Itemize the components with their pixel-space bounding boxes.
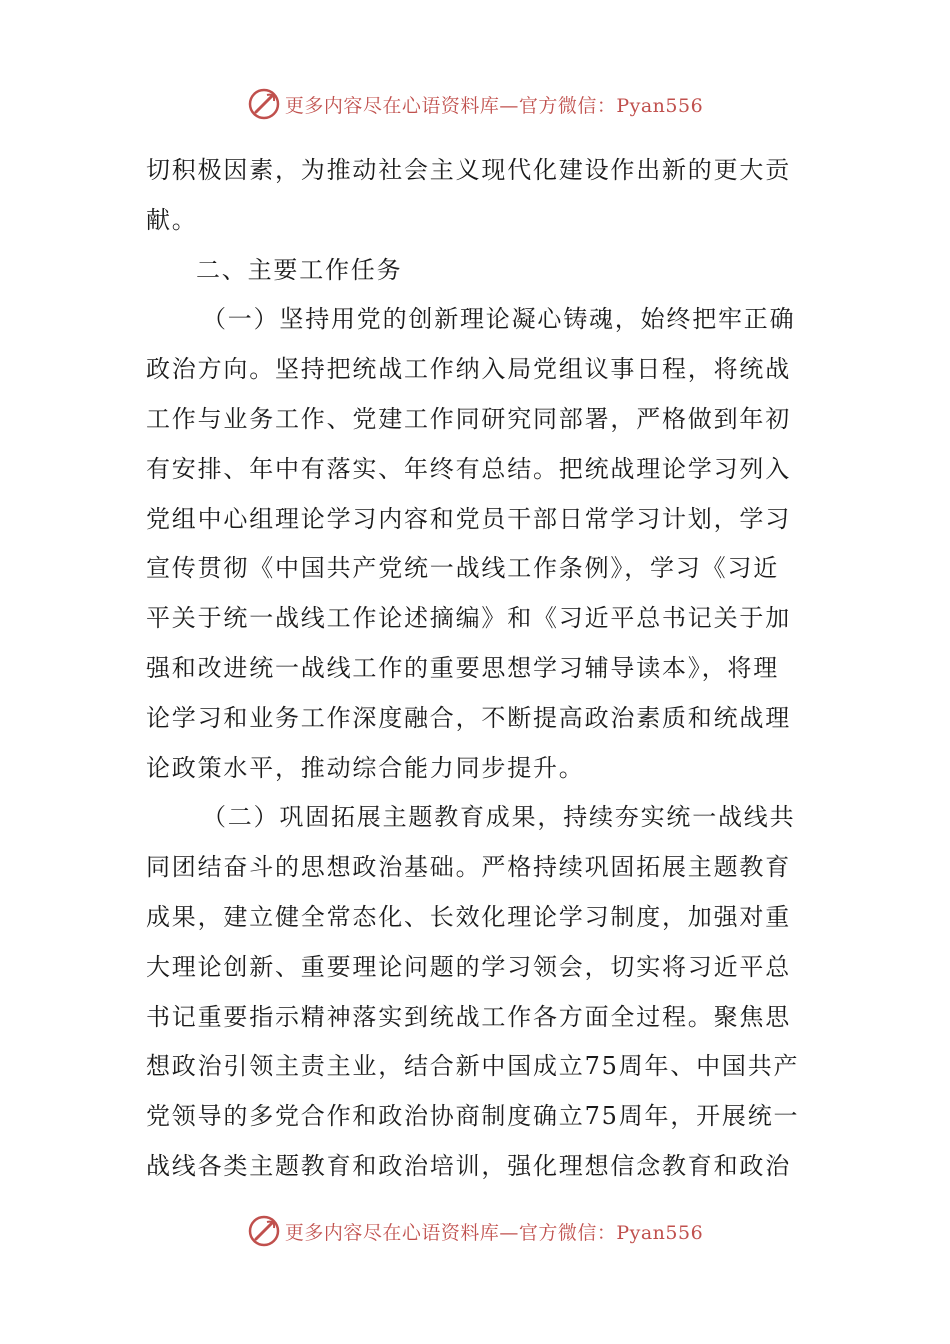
paragraph-line: 政治方向。坚持把统战工作纳入局党组议事日程，将统战 xyxy=(146,355,791,384)
paragraph-line: 工作与业务工作、党建工作同研究同部署，严格做到年初 xyxy=(146,404,791,433)
paragraph-line: 成果，建立健全常态化、长效化理论学习制度，加强对重 xyxy=(146,902,791,931)
paragraph-line: 党组中心组理论学习内容和党员干部日常学习计划，学习 xyxy=(146,504,791,533)
paragraph-line: 平关于统一战线工作论述摘编》和《习近平总书记关于加 xyxy=(146,604,791,633)
watermark-text: 更多内容尽在心语资料库—官方微信：Pyan556 xyxy=(284,1221,704,1244)
watermark-text: 更多内容尽在心语资料库—官方微信：Pyan556 xyxy=(284,94,704,117)
paragraph-line: 论学习和业务工作深度融合，不断提高政治素质和统战理 xyxy=(146,703,791,732)
paragraph-line: 论政策水平，推动综合能力同步提升。 xyxy=(146,753,585,782)
paragraph-line: 有安排、年中有落实、年终有总结。把统战理论学习列入 xyxy=(146,454,791,483)
document-body xyxy=(146,146,806,1192)
subsection-line: （一）坚持用党的创新理论凝心铸魂，始终把牢正确 xyxy=(202,305,796,334)
paragraph-line: 宣传贯彻《中国共产党统一战线工作条例》，学习《习近 xyxy=(146,554,779,583)
subsection-line: （二）巩固拓展主题教育成果，持续夯实统一战线共 xyxy=(202,803,796,832)
paragraph-line: 献。 xyxy=(146,205,198,234)
paragraph-line: 大理论创新、重要理论问题的学习领会，切实将习近平总 xyxy=(146,952,791,981)
section-heading: 二、主要工作任务 xyxy=(196,255,403,284)
paragraph-line: 强和改进统一战线工作的重要思想学习辅导读本》，将理 xyxy=(146,653,779,682)
paragraph-line: 切积极因素，为推动社会主义现代化建设作出新的更大贡 xyxy=(146,156,791,184)
pen-logo-icon xyxy=(247,87,281,121)
paragraph-line: 党领导的多党合作和政治协商制度确立75周年，开展统一 xyxy=(146,1102,800,1131)
paragraph-line: 书记重要指示精神落实到统战工作各方面全过程。聚焦思 xyxy=(146,1002,791,1031)
paragraph-line: 同团结奋斗的思想政治基础。严格持续巩固拓展主题教育 xyxy=(146,853,791,882)
header-watermark xyxy=(0,84,950,124)
paragraph-line: 战线各类主题教育和政治培训，强化理想信念教育和政治 xyxy=(146,1151,791,1180)
paragraph-line: 想政治引领主责主业，结合新中国成立75周年、中国共产 xyxy=(146,1052,800,1081)
pen-logo-icon xyxy=(247,1214,281,1248)
footer-watermark xyxy=(0,1211,950,1251)
